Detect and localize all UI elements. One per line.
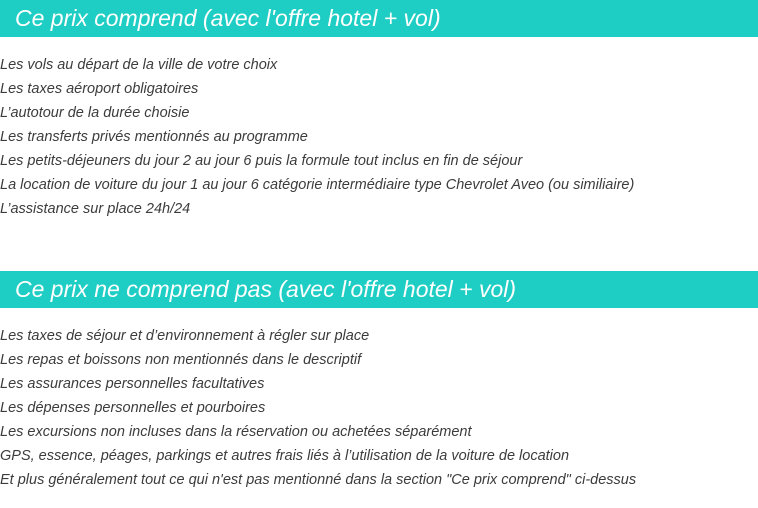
list-item: Les repas et boissons non mentionnés dans le descriptif [0, 352, 362, 368]
list-item: La location de voiture du jour 1 au jour 6 catégorie intermédiaire type Chevrolet Aveo (ou similiaire) [0, 177, 635, 193]
list-item: Les assurances personnelles facultatives [0, 376, 265, 392]
list-item: L’autotour de la durée choisie [0, 105, 190, 121]
list-item: Et plus généralement tout ce qui n'est pas mentionné dans la section "Ce prix comprend" ci-dessus [0, 472, 637, 488]
list-item: Les vols au départ de la ville de votre choix [0, 57, 278, 73]
list-item: Les taxes de séjour et d’environnement à régler sur place [0, 328, 370, 344]
list-item: Les petits-déjeuners du jour 2 au jour 6 puis la formule tout inclus en fin de séjour [0, 153, 523, 169]
list-item: Les dépenses personnelles et pourboires [0, 400, 266, 416]
list-item: Les excursions non incluses dans la réservation ou achetées séparément [0, 424, 472, 440]
list-item: Les transferts privés mentionnés au programme [0, 129, 308, 145]
list-item: L’assistance sur place 24h/24 [0, 201, 191, 217]
excluded-items-list [0, 324, 636, 492]
list-item: Les taxes aéroport obligatoires [0, 81, 199, 97]
included-items-list [0, 53, 634, 221]
list-item: GPS, essence, péages, parkings et autres frais liés à l’utilisation de la voiture de location [0, 448, 570, 464]
included-section-title: Ce prix comprend (avec l'offre hotel + vol) [0, 0, 758, 37]
excluded-section-title: Ce prix ne comprend pas (avec l'offre hotel + vol) [0, 271, 758, 308]
